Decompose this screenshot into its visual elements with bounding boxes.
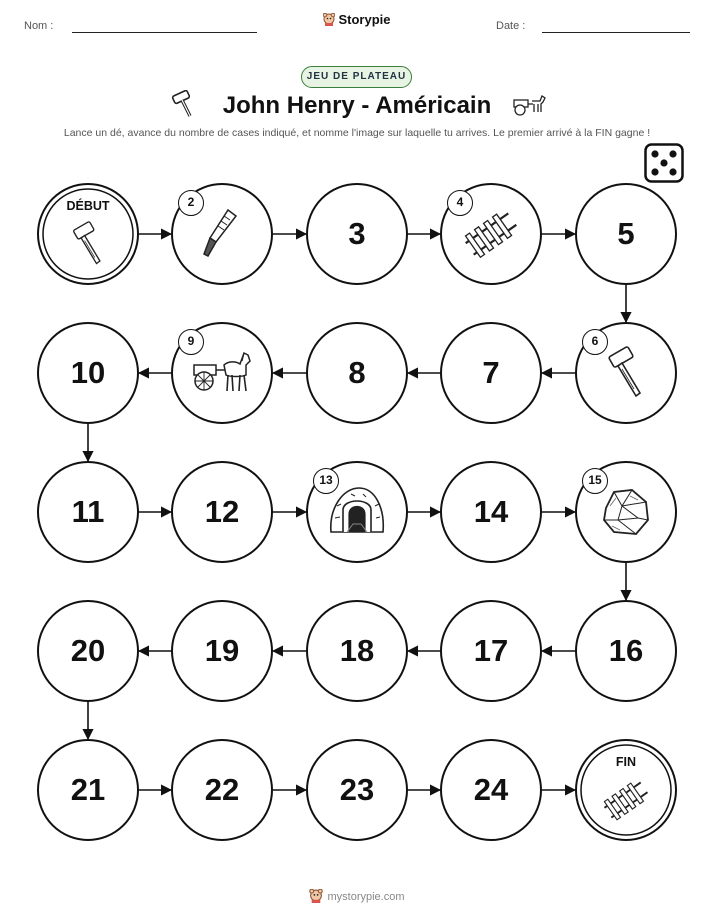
end-label: FIN	[615, 755, 637, 769]
space-number: 5	[617, 216, 635, 251]
space-number: 20	[70, 633, 106, 668]
space-number: 10	[70, 355, 106, 390]
space-number: 17	[473, 633, 509, 668]
footer-website	[0, 889, 714, 903]
space-number: 3	[348, 216, 366, 251]
space-number: 18	[339, 633, 375, 668]
space-number: 22	[204, 772, 240, 807]
space-number-badge: 13	[313, 468, 339, 494]
date-label: Date :	[496, 20, 526, 32]
page-title: John Henry - Américain	[222, 92, 492, 119]
instructions: Lance un dé, avance du nombre de cases indiqué, et nomme l'image sur laquelle tu arrives. Le premier arrivé à la FIN gagne !	[63, 127, 651, 139]
space-number: 7	[482, 355, 500, 390]
footer-url: mystorypie.com	[327, 891, 405, 903]
space-number: 16	[608, 633, 644, 668]
space-number: 11	[71, 494, 105, 529]
space-number: 8	[348, 355, 366, 390]
space-number: 21	[70, 772, 106, 807]
name-label: Nom :	[24, 20, 54, 32]
space-number: 24	[473, 772, 509, 807]
space-number-badge: 4	[447, 190, 473, 216]
space-number: 14	[473, 494, 509, 529]
start-label: DÉBUT	[66, 199, 110, 213]
space-number: 23	[339, 772, 375, 807]
space-number-badge: 6	[582, 329, 608, 355]
space-number-badge: 9	[178, 329, 204, 355]
space-number: 12	[204, 494, 240, 529]
space-number-badge: 15	[582, 468, 608, 494]
game-type-badge: JEU DE PLATEAU	[301, 66, 412, 88]
space-number: 19	[204, 633, 240, 668]
brand-name: Storypie	[338, 12, 391, 27]
bear-logo-icon	[309, 889, 323, 903]
space-number-badge: 2	[178, 190, 204, 216]
